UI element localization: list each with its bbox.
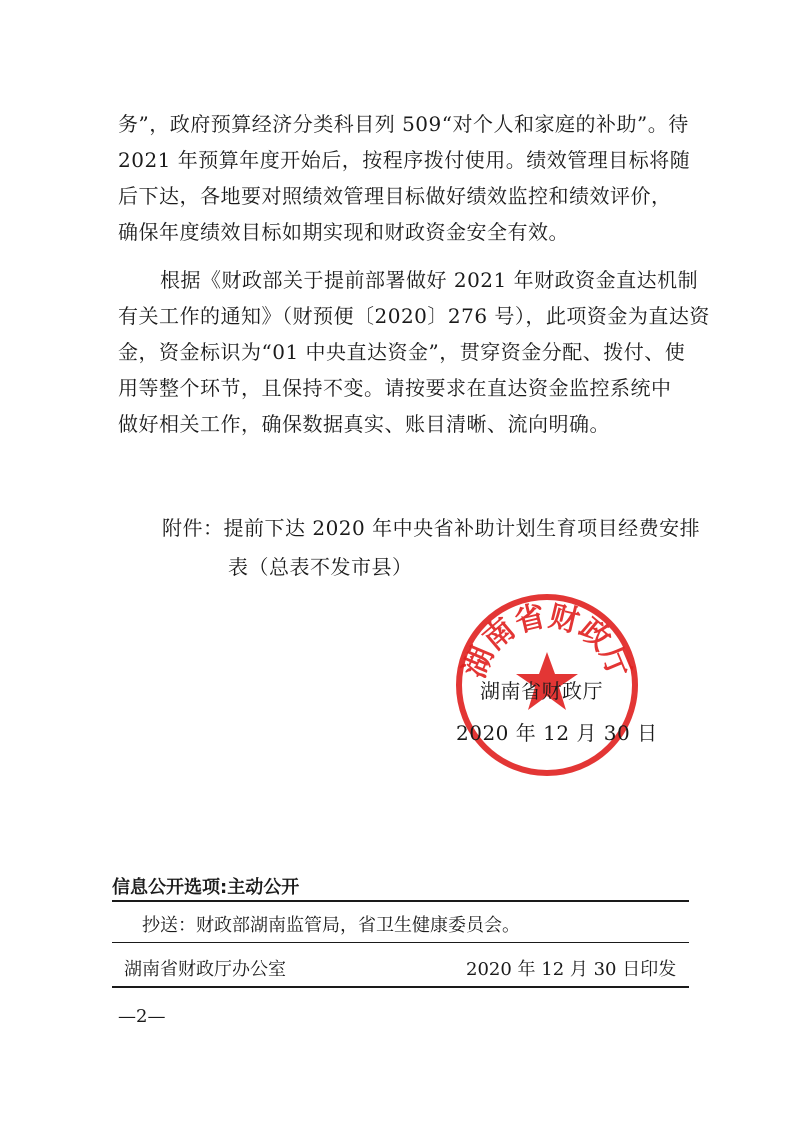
signature-date: 2020 年 12 月 30 日 xyxy=(456,721,658,745)
attachment-line: 附件：提前下达 2020 年中央省补助计划生育项目经费安排 xyxy=(162,516,701,540)
signature-organization: 湖南省财政厅 xyxy=(480,679,603,703)
disclosure-option: 信息公开选项:主动公开 xyxy=(112,877,300,898)
body-paragraph-1 xyxy=(118,106,698,250)
body-paragraph-2 xyxy=(118,262,710,442)
seal-text: 湖南省财政厅 xyxy=(457,598,637,683)
page-number: —2— xyxy=(118,1006,166,1027)
divider xyxy=(112,942,689,943)
body-line: 后下达，各地要对照绩效管理目标做好绩效监控和绩效评价， xyxy=(118,184,672,208)
body-line: 金，资金标识为“01 中央直达资金”，贯穿资金分配、拨付、使 xyxy=(118,340,686,364)
body-line: 用等整个环节，且保持不变。请按要求在直达资金监控系统中 xyxy=(118,376,672,400)
body-line: 根据《财政部关于提前部署做好 2021 年财政资金直达机制 xyxy=(160,268,699,292)
issuing-office: 湖南省财政厅办公室 xyxy=(124,959,286,980)
body-line: 2021 年预算年度开始后，按程序拨付使用。绩效管理目标将随 xyxy=(118,148,691,172)
divider xyxy=(112,986,689,988)
body-line: 有关工作的通知》（财预便〔2020〕276 号），此项资金为直达资 xyxy=(118,304,710,328)
attachment-line: 表（总表不发市县） xyxy=(228,555,413,579)
issue-date: 2020 年 12 月 30 日印发 xyxy=(466,959,677,980)
divider xyxy=(112,900,689,902)
body-line: 务”，政府预算经济分类科目列 509“对个人和家庭的补助”。待 xyxy=(118,112,689,136)
body-line: 确保年度绩效目标如期实现和财政资金安全有效。 xyxy=(118,220,569,244)
body-line: 做好相关工作，确保数据真实、账目清晰、流向明确。 xyxy=(118,412,610,436)
cc-recipients: 抄送：财政部湖南监管局，省卫生健康委员会。 xyxy=(142,915,520,936)
